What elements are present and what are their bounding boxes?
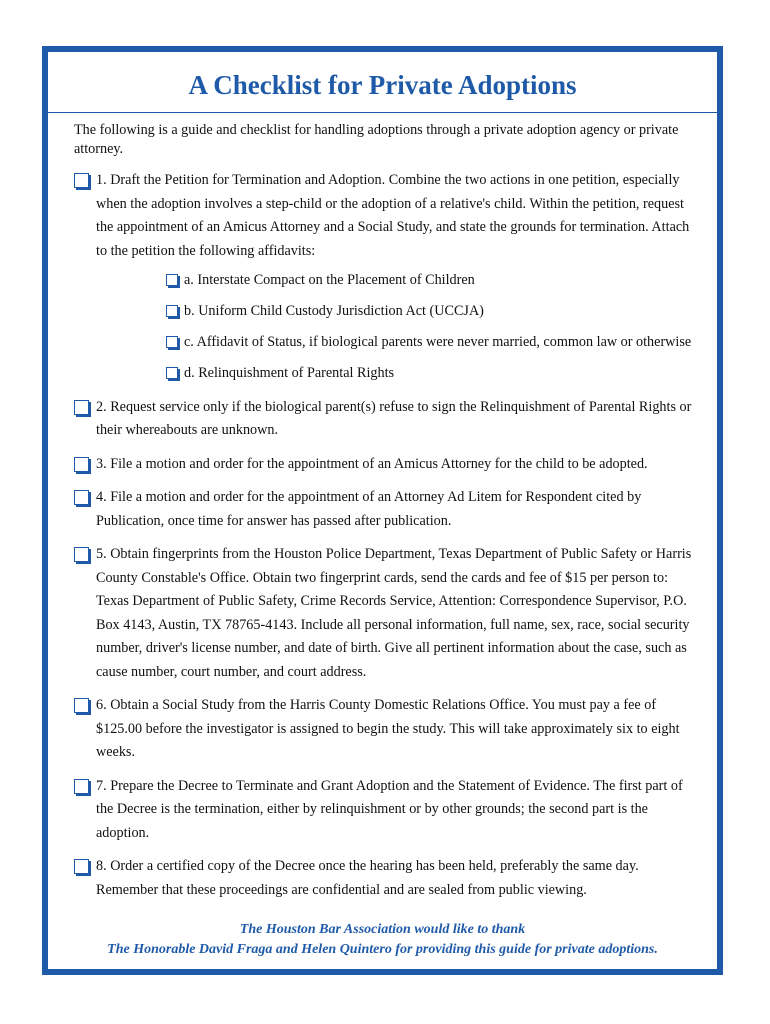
sub-item-text: d. Relinquishment of Parental Rights: [184, 365, 395, 381]
checklist-item-1: [48, 169, 717, 386]
sub-item-text: a. Interstate Compact on the Placement of Children: [184, 272, 475, 288]
item-text: 3. File a motion and order for the appointment of an Amicus Attorney for the child to be adopted.: [96, 455, 648, 472]
checkbox-icon[interactable]: [74, 173, 89, 188]
checkbox-icon[interactable]: [74, 400, 89, 415]
footer-line-2: The Honorable David Fraga and Helen Quintero for providing this guide for private adoptions.: [107, 942, 658, 957]
checklist-item-5: [48, 543, 717, 684]
checkbox-icon[interactable]: [74, 457, 89, 472]
checklist-item-7: [48, 775, 717, 846]
acknowledgement-footer: [48, 920, 717, 960]
checklist-item-2: [48, 396, 717, 443]
sub-item-a: [96, 269, 701, 293]
checkbox-icon[interactable]: [74, 859, 89, 874]
sub-item-text: b. Uniform Child Custody Jurisdiction Act (UCCJA): [184, 303, 484, 319]
item-text: 8. Order a certified copy of the Decree once the hearing has been held, preferably the same day. Remember that these proceedings are confidential and are sealed from public viewing.: [96, 858, 639, 898]
item-text: 6. Obtain a Social Study from the Harris County Domestic Relations Office. You must pay a fee of $125.00 before the investigator is assigned to begin the study. This will take approximately six to eight weeks.: [96, 697, 680, 760]
checkbox-icon[interactable]: [74, 490, 89, 505]
title-divider: [48, 112, 717, 113]
page-title: A Checklist for Private Adoptions: [188, 70, 577, 100]
affidavit-list: [96, 269, 701, 386]
sub-item-text: c. Affidavit of Status, if biological parents were never married, common law or otherwise: [184, 334, 692, 350]
sub-item-c: [96, 331, 701, 355]
checkbox-icon[interactable]: [166, 305, 178, 317]
checklist-item-4: [48, 486, 717, 533]
checklist: [48, 169, 717, 912]
sub-item-b: [96, 300, 701, 324]
item-text: 7. Prepare the Decree to Terminate and Grant Adoption and the Statement of Evidence. The first part of the Decree is the termination, either by relinquishment or by other grounds; the second part is the adoption.: [96, 777, 683, 841]
intro-text: The following is a guide and checklist for handling adoptions through a private adoption agency or private attorney.: [74, 122, 679, 157]
checkbox-icon[interactable]: [74, 547, 89, 562]
item-text: 5. Obtain fingerprints from the Houston Police Department, Texas Department of Public Safety or Harris County Constable's Office. Obtain two fingerprint cards, send the cards and fee of $15 per person to: Texas Department of Public Safety, Crime Records Service, Attention: Correspondence Supervisor, P.O. Box 4143, Austin, TX 78765-4143. Include all personal information, full name, sex, race, social security number, driver's license number, and date of birth. Give all pertinent information about the case, such as cause number, court number, and court address.: [96, 546, 692, 680]
item-text: 4. File a motion and order for the appointment of an Attorney Ad Litem for Respondent cited by Publication, once time for answer has passed after publication.: [96, 489, 642, 529]
checklist-frame: [42, 46, 723, 975]
checklist-item-3: [48, 453, 717, 477]
item-text: 1. Draft the Petition for Termination and Adoption. Combine the two actions in one petition, especially when the adoption involves a step-child or the adoption of a relative's child. Within the petition, request the appointment of an Amicus Attorney and a Social Study, and state the grounds for termination. Attach to the petition the following affidavits:: [96, 172, 690, 259]
sub-item-d: [96, 362, 701, 386]
checkbox-icon[interactable]: [74, 698, 89, 713]
checkbox-icon[interactable]: [166, 274, 178, 286]
checklist-item-6: [48, 694, 717, 765]
checkbox-icon[interactable]: [166, 367, 178, 379]
footer-line-1: The Houston Bar Association would like to thank: [239, 922, 526, 937]
checkbox-icon[interactable]: [166, 336, 178, 348]
item-text: 2. Request service only if the biological parent(s) refuse to sign the Relinquishment of Parental Rights or their whereabouts are unknown.: [96, 398, 692, 438]
checklist-item-8: [48, 855, 717, 902]
checkbox-icon[interactable]: [74, 779, 89, 794]
